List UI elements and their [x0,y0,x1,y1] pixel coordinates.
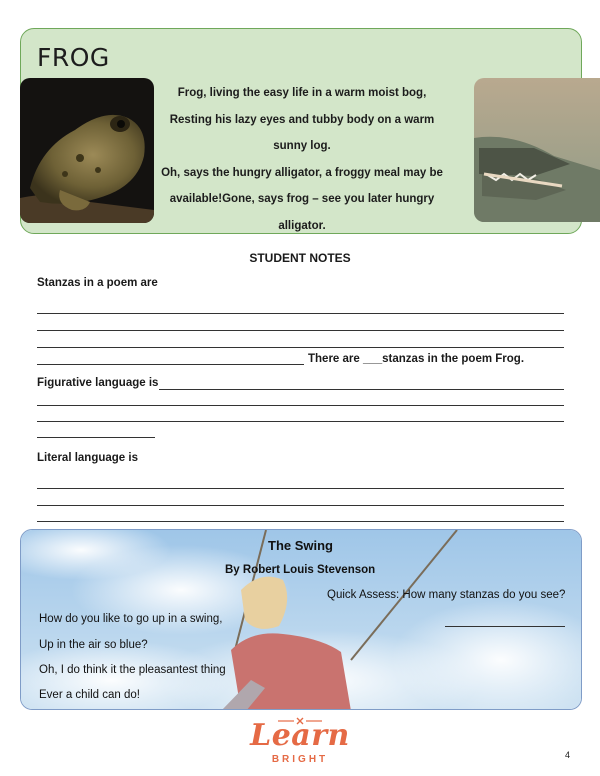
swing-poem-line: Oh, I do think it the pleasantest thing [39,664,226,676]
alligator-photo [474,78,600,222]
frog-poem [158,80,446,239]
swing-poem-line: How do you like to go up in a swing, [39,613,223,625]
frog-photo [20,78,154,223]
answer-line[interactable] [37,405,564,406]
answer-line[interactable] [37,330,564,331]
frog-poem-line: available!Gone, says frog – see you later hungry [169,193,435,205]
student-notes-heading: STUDENT NOTES [249,251,351,265]
figurative-prompt: Figurative language is [37,377,159,389]
frog-poem-line: Oh, says the hungry alligator, a froggy meal may be [161,166,443,179]
page-number: 4 [565,750,571,760]
swing-title: The Swing [268,538,333,553]
literal-prompt: Literal language is [37,452,138,464]
logo-subtitle: BRIGHT [271,754,329,765]
alligator-image [474,78,600,222]
swing-author: By Robert Louis Stevenson [225,564,376,576]
quick-assess-prompt: Quick Assess: How many stanzas do you see? [327,589,566,601]
swing-poem-line: Ever a child can do! [39,689,141,701]
answer-line[interactable] [37,347,564,348]
answer-line[interactable] [37,421,564,422]
frog-poem-line: Resting his lazy eyes and tubby body on a warm [169,113,435,126]
frog-title: FROG [37,43,110,72]
logo-word: Learn [250,718,350,753]
quick-assess-answer-line[interactable] [445,626,565,627]
answer-line[interactable] [37,313,564,314]
answer-line[interactable] [37,521,564,522]
stanzas-count-prompt: There are ___stanzas in the poem Frog. [308,353,525,365]
answer-line[interactable] [37,505,564,506]
swing-poem-line: Up in the air so blue? [39,639,148,651]
answer-line[interactable] [37,437,155,438]
frog-poem-line: sunny log. [273,140,331,152]
frog-poem-line: Frog, living the easy life in a warm moist bog, [177,87,427,99]
frog-image [20,78,154,223]
frog-poem-line: alligator. [278,219,326,232]
answer-line[interactable] [37,364,304,365]
stanzas-prompt: Stanzas in a poem are [37,277,158,289]
answer-line[interactable] [159,389,564,390]
answer-line[interactable] [37,488,564,489]
learn-bright-logo [248,716,352,772]
